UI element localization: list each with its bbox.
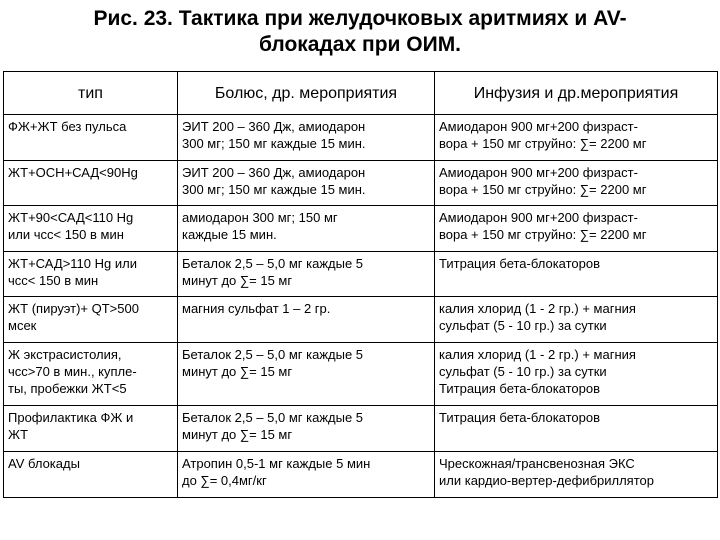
cell-infusion: Амиодарон 900 мг+200 физраст- вора + 150 мг струйно: ∑= 2200 мг xyxy=(435,115,718,161)
table-row xyxy=(4,297,718,343)
cell-infusion: Титрация бета-блокаторов xyxy=(435,252,718,297)
cell-bolus: Беталок 2,5 – 5,0 мг каждые 5 минут до ∑= 15 мг xyxy=(178,252,435,297)
cell-bolus: ЭИТ 200 – 360 Дж, амиодарон 300 мг; 150 мг каждые 15 мин. xyxy=(178,115,435,161)
cell-infusion: Чрескожная/трансвенозная ЭКС или кардио-вертер-дефибриллятор xyxy=(435,452,718,498)
cell-type: ФЖ+ЖТ без пульса xyxy=(4,115,178,161)
table-row xyxy=(4,406,718,452)
cell-infusion: Титрация бета-блокаторов xyxy=(435,406,718,452)
cell-bolus: ЭИТ 200 – 360 Дж, амиодарон 300 мг; 150 мг каждые 15 мин. xyxy=(178,161,435,206)
cell-type: Профилактика ФЖ и ЖТ xyxy=(4,406,178,452)
tactics-table xyxy=(3,71,718,498)
column-header-infusion: Инфузия и др.мероприятия xyxy=(435,72,718,115)
title-line-1: Рис. 23. Тактика при желудочковых аритмиях и AV- xyxy=(93,7,627,30)
cell-bolus: амиодарон 300 мг; 150 мг каждые 15 мин. xyxy=(178,206,435,252)
cell-type: ЖТ+90<САД<110 Hg или чсс< 150 в мин xyxy=(4,206,178,252)
cell-bolus: Атропин 0,5-1 мг каждые 5 мин до ∑= 0,4мг/кг xyxy=(178,452,435,498)
column-header-type: тип xyxy=(4,72,178,115)
page-title xyxy=(0,6,720,58)
table-row xyxy=(4,115,718,161)
cell-type: AV блокады xyxy=(4,452,178,498)
cell-type: ЖТ (пируэт)+ QT>500 мсек xyxy=(4,297,178,343)
table-row xyxy=(4,452,718,498)
column-header-bolus: Болюс, др. мероприятия xyxy=(178,72,435,115)
table-header-row xyxy=(4,72,718,115)
cell-infusion: Амиодарон 900 мг+200 физраст- вора + 150 мг струйно: ∑= 2200 мг xyxy=(435,206,718,252)
cell-bolus: Беталок 2,5 – 5,0 мг каждые 5 минут до ∑= 15 мг xyxy=(178,343,435,406)
cell-infusion: Амиодарон 900 мг+200 физраст- вора + 150 мг струйно: ∑= 2200 мг xyxy=(435,161,718,206)
table-row xyxy=(4,343,718,406)
cell-type: ЖТ+САД>110 Hg или чсс< 150 в мин xyxy=(4,252,178,297)
cell-infusion: калия хлорид (1 - 2 гр.) + магния сульфат (5 - 10 гр.) за сутки xyxy=(435,297,718,343)
table-row xyxy=(4,206,718,252)
table-row xyxy=(4,252,718,297)
cell-bolus: Беталок 2,5 – 5,0 мг каждые 5 минут до ∑= 15 мг xyxy=(178,406,435,452)
cell-bolus: магния сульфат 1 – 2 гр. xyxy=(178,297,435,343)
cell-type: ЖТ+ОСН+САД<90Hg xyxy=(4,161,178,206)
title-line-2: блокадах при ОИМ. xyxy=(258,33,462,56)
table-row xyxy=(4,161,718,206)
cell-infusion: калия хлорид (1 - 2 гр.) + магния сульфат (5 - 10 гр.) за сутки Титрация бета-блокаторов xyxy=(435,343,718,406)
cell-type: Ж экстрасистолия, чсс>70 в мин., купле- ты, пробежки ЖТ<5 xyxy=(4,343,178,406)
